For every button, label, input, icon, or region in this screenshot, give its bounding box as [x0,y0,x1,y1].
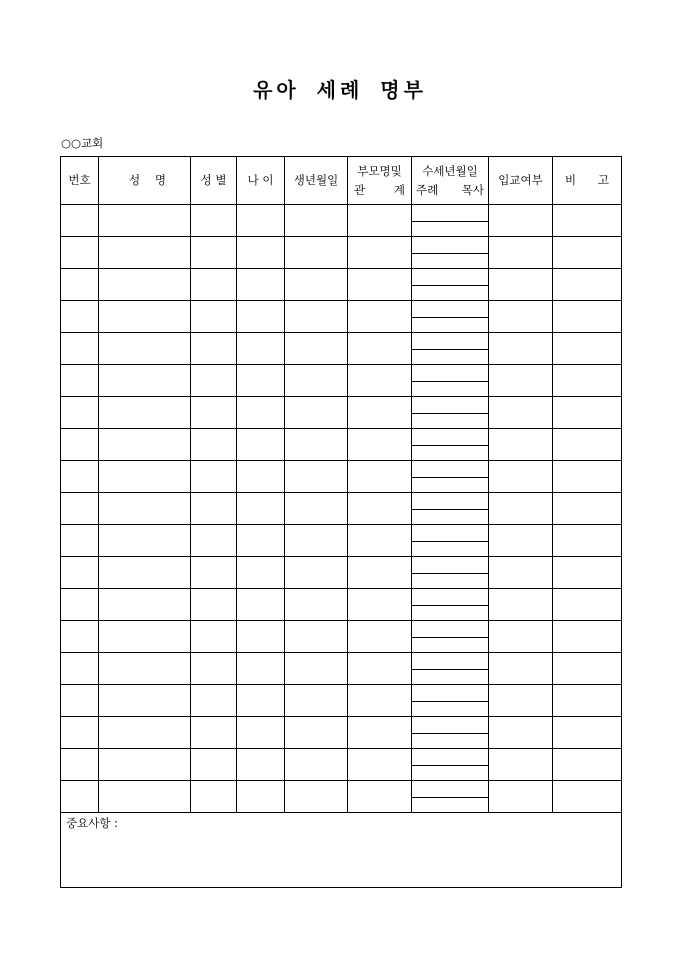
register-row [61,621,622,653]
gender-cell[interactable] [191,557,237,589]
register-row [61,333,622,365]
baptism-cell-divider [412,253,488,254]
notes-row [61,813,622,888]
remarks-cell[interactable] [553,781,622,813]
number-cell[interactable] [61,301,99,333]
admission-cell[interactable] [489,621,553,653]
baptism-cell[interactable] [412,301,489,333]
parents-cell[interactable] [348,397,412,429]
baptism-cell-divider [412,701,488,702]
notes-label: 중요사항 : [66,816,118,830]
header-baptism [412,157,489,205]
remarks-cell[interactable] [553,653,622,685]
admission-cell[interactable] [489,365,553,397]
birth-cell[interactable] [285,333,348,365]
register-row [61,429,622,461]
baptism-cell-divider [412,317,488,318]
admission-cell[interactable] [489,205,553,237]
number-cell[interactable] [61,397,99,429]
parents-cell[interactable] [348,653,412,685]
baptism-cell-divider [412,349,488,350]
baptism-cell[interactable] [412,205,489,237]
parents-cell[interactable] [348,205,412,237]
baptism-cell-divider [412,221,488,222]
admission-cell[interactable] [489,589,553,621]
gender-cell[interactable] [191,237,237,269]
baptism-cell[interactable] [412,525,489,557]
number-cell[interactable] [61,589,99,621]
birth-cell[interactable] [285,717,348,749]
baptism-cell-divider [412,509,488,510]
birth-cell[interactable] [285,301,348,333]
age-cell[interactable] [237,461,285,493]
age-cell[interactable] [237,653,285,685]
parents-cell[interactable] [348,301,412,333]
baptism-cell-divider [412,669,488,670]
name-cell[interactable] [99,525,191,557]
remarks-cell[interactable] [553,749,622,781]
gender-cell[interactable] [191,749,237,781]
baptism-cell[interactable] [412,237,489,269]
parents-cell[interactable] [348,781,412,813]
baptism-cell-divider [412,637,488,638]
age-cell[interactable] [237,301,285,333]
birth-cell[interactable] [285,397,348,429]
age-cell[interactable] [237,525,285,557]
remarks-cell[interactable] [553,301,622,333]
remarks-cell[interactable] [553,429,622,461]
header-remarks [553,157,622,205]
age-cell[interactable] [237,429,285,461]
admission-cell[interactable] [489,269,553,301]
remarks-cell[interactable] [553,205,622,237]
number-cell[interactable] [61,653,99,685]
age-cell[interactable] [237,557,285,589]
register-row [61,461,622,493]
age-cell[interactable] [237,269,285,301]
age-cell[interactable] [237,205,285,237]
remarks-cell[interactable] [553,461,622,493]
baptism-cell[interactable] [412,493,489,525]
header-number: 번호 [61,157,99,205]
header-age: 나 이 [237,157,285,205]
gender-cell[interactable] [191,685,237,717]
remarks-cell[interactable] [553,269,622,301]
gender-cell[interactable] [191,333,237,365]
number-cell[interactable] [61,557,99,589]
register-row [61,205,622,237]
header-remarks-b: 고 [597,173,609,187]
remarks-cell[interactable] [553,621,622,653]
parents-cell[interactable] [348,333,412,365]
baptism-cell-divider [412,733,488,734]
number-cell[interactable] [61,525,99,557]
remarks-cell[interactable] [553,493,622,525]
birth-cell[interactable] [285,237,348,269]
baptism-cell-divider [412,445,488,446]
baptism-register-table [60,156,622,888]
name-cell[interactable] [99,621,191,653]
birth-cell[interactable] [285,461,348,493]
parents-cell[interactable] [348,749,412,781]
baptism-cell[interactable] [412,333,489,365]
parents-cell[interactable] [348,685,412,717]
name-cell[interactable] [99,429,191,461]
birth-cell[interactable] [285,781,348,813]
gender-cell[interactable] [191,717,237,749]
header-parents-b: 계 [393,182,405,197]
header-parents-a: 관 [354,182,366,197]
baptism-cell[interactable] [412,397,489,429]
number-cell[interactable] [61,269,99,301]
header-admission: 입교여부 [489,157,553,205]
remarks-cell[interactable] [553,685,622,717]
birth-cell[interactable] [285,205,348,237]
baptism-cell-divider [412,765,488,766]
number-cell[interactable] [61,749,99,781]
name-cell[interactable] [99,365,191,397]
age-cell[interactable] [237,493,285,525]
parents-cell[interactable] [348,269,412,301]
name-cell[interactable] [99,685,191,717]
number-cell[interactable] [61,781,99,813]
gender-cell[interactable] [191,429,237,461]
header-name-second: 명 [154,173,166,187]
number-cell[interactable] [61,429,99,461]
admission-cell[interactable] [489,333,553,365]
baptism-cell-divider [412,413,488,414]
header-remarks-a: 비 [565,173,577,187]
register-row [61,365,622,397]
admission-cell[interactable] [489,685,553,717]
name-cell[interactable] [99,589,191,621]
gender-cell[interactable] [191,493,237,525]
header-parents-line1: 부모명및 [357,163,402,178]
gender-cell[interactable] [191,653,237,685]
number-cell[interactable] [61,621,99,653]
baptism-cell-divider [412,573,488,574]
register-row [61,589,622,621]
gender-cell[interactable] [191,589,237,621]
parents-cell[interactable] [348,429,412,461]
admission-cell[interactable] [489,749,553,781]
header-baptism-a: 주례 [416,182,439,197]
parents-cell[interactable] [348,717,412,749]
gender-cell[interactable] [191,269,237,301]
baptism-cell[interactable] [412,717,489,749]
birth-cell[interactable] [285,525,348,557]
name-cell[interactable] [99,397,191,429]
age-cell[interactable] [237,237,285,269]
name-cell[interactable] [99,557,191,589]
admission-cell[interactable] [489,493,553,525]
age-cell[interactable] [237,717,285,749]
baptism-cell-divider [412,381,488,382]
baptism-cell[interactable] [412,685,489,717]
name-cell[interactable] [99,749,191,781]
number-cell[interactable] [61,333,99,365]
admission-cell[interactable] [489,557,553,589]
header-name [99,157,191,205]
remarks-cell[interactable] [553,717,622,749]
register-row [61,237,622,269]
remarks-cell[interactable] [553,237,622,269]
name-cell[interactable] [99,781,191,813]
gender-cell[interactable] [191,781,237,813]
number-cell[interactable] [61,685,99,717]
baptism-cell[interactable] [412,557,489,589]
age-cell[interactable] [237,685,285,717]
parents-cell[interactable] [348,557,412,589]
header-birth: 생년월일 [285,157,348,205]
admission-cell[interactable] [489,301,553,333]
page-title: 유아 세례 명부 [253,78,427,102]
baptism-cell-divider [412,285,488,286]
number-cell[interactable] [61,461,99,493]
name-cell[interactable] [99,461,191,493]
remarks-cell[interactable] [553,365,622,397]
gender-cell[interactable] [191,397,237,429]
baptism-cell-divider [412,605,488,606]
admission-cell[interactable] [489,653,553,685]
register-row [61,525,622,557]
birth-cell[interactable] [285,621,348,653]
remarks-cell[interactable] [553,333,622,365]
header-parents [348,157,412,205]
header-name-first: 성 [129,173,141,187]
parents-cell[interactable] [348,365,412,397]
parents-cell[interactable] [348,525,412,557]
parents-cell[interactable] [348,621,412,653]
baptism-cell-divider [412,541,488,542]
gender-cell[interactable] [191,461,237,493]
number-cell[interactable] [61,237,99,269]
gender-cell[interactable] [191,621,237,653]
parents-cell[interactable] [348,461,412,493]
register-row [61,749,622,781]
register-row [61,557,622,589]
birth-cell[interactable] [285,269,348,301]
gender-cell[interactable] [191,301,237,333]
age-cell[interactable] [237,397,285,429]
name-cell[interactable] [99,653,191,685]
parents-cell[interactable] [348,589,412,621]
baptism-cell[interactable] [412,429,489,461]
baptism-cell-divider [412,797,488,798]
birth-cell[interactable] [285,653,348,685]
age-cell[interactable] [237,333,285,365]
age-cell[interactable] [237,589,285,621]
baptism-cell[interactable] [412,621,489,653]
register-row [61,301,622,333]
register-row [61,269,622,301]
age-cell[interactable] [237,749,285,781]
baptism-cell[interactable] [412,589,489,621]
name-cell[interactable] [99,333,191,365]
baptism-cell[interactable] [412,781,489,813]
name-cell[interactable] [99,237,191,269]
number-cell[interactable] [61,365,99,397]
notes-cell[interactable] [61,813,622,888]
admission-cell[interactable] [489,781,553,813]
birth-cell[interactable] [285,429,348,461]
register-row [61,717,622,749]
number-cell[interactable] [61,205,99,237]
register-row [61,685,622,717]
admission-cell[interactable] [489,429,553,461]
header-baptism-line1: 수세년월일 [422,163,478,178]
birth-cell[interactable] [285,589,348,621]
gender-cell[interactable] [191,205,237,237]
baptism-cell[interactable] [412,653,489,685]
remarks-cell[interactable] [553,557,622,589]
register-row [61,653,622,685]
age-cell[interactable] [237,621,285,653]
birth-cell[interactable] [285,685,348,717]
birth-cell[interactable] [285,493,348,525]
name-cell[interactable] [99,269,191,301]
church-name: ○○교회 [61,136,104,150]
remarks-cell[interactable] [553,589,622,621]
register-row [61,397,622,429]
birth-cell[interactable] [285,749,348,781]
birth-cell[interactable] [285,557,348,589]
age-cell[interactable] [237,781,285,813]
name-cell[interactable] [99,717,191,749]
age-cell[interactable] [237,365,285,397]
number-cell[interactable] [61,493,99,525]
admission-cell[interactable] [489,717,553,749]
register-row [61,493,622,525]
header-row [61,157,622,205]
number-cell[interactable] [61,717,99,749]
baptism-cell-divider [412,477,488,478]
gender-cell[interactable] [191,525,237,557]
admission-cell[interactable] [489,461,553,493]
remarks-cell[interactable] [553,397,622,429]
admission-cell[interactable] [489,525,553,557]
admission-cell[interactable] [489,397,553,429]
birth-cell[interactable] [285,365,348,397]
remarks-cell[interactable] [553,525,622,557]
header-gender: 성 별 [191,157,237,205]
baptism-cell[interactable] [412,365,489,397]
gender-cell[interactable] [191,365,237,397]
baptism-cell[interactable] [412,749,489,781]
name-cell[interactable] [99,205,191,237]
baptism-cell[interactable] [412,269,489,301]
admission-cell[interactable] [489,237,553,269]
name-cell[interactable] [99,301,191,333]
name-cell[interactable] [99,493,191,525]
register-row [61,781,622,813]
header-baptism-b: 목사 [461,182,484,197]
baptism-cell[interactable] [412,461,489,493]
parents-cell[interactable] [348,237,412,269]
parents-cell[interactable] [348,493,412,525]
